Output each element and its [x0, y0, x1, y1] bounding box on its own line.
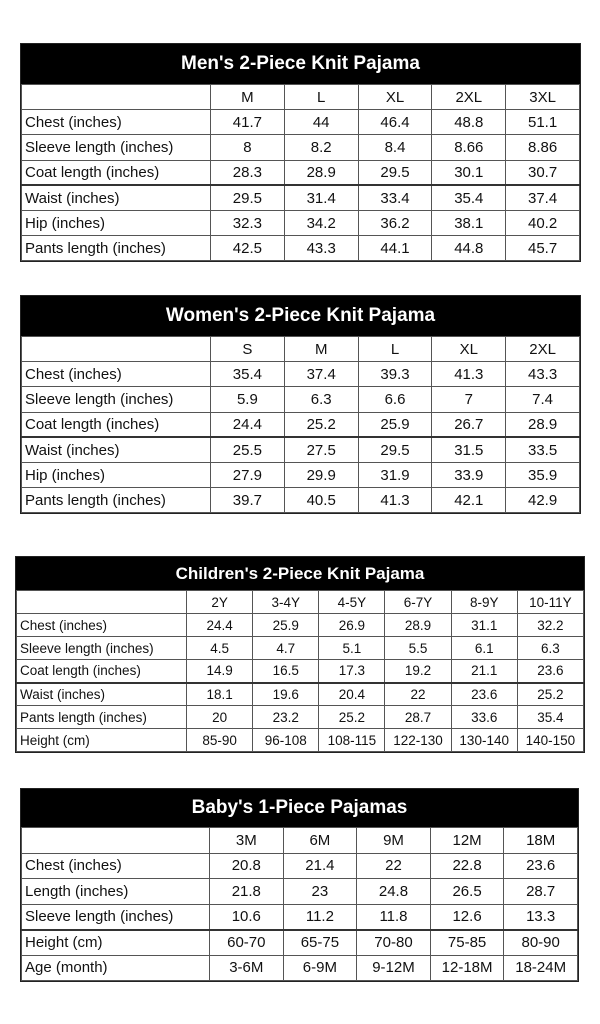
measurement-value: 25.5 — [211, 437, 285, 462]
measurement-value: 9-12M — [357, 955, 431, 981]
measurement-value: 23.6 — [504, 853, 578, 879]
measurement-value: 26.9 — [319, 614, 385, 637]
measurement-value: 6.3 — [517, 637, 583, 660]
table-row — [22, 930, 578, 956]
measurement-value: 42.9 — [506, 488, 580, 513]
measurement-value: 20.8 — [210, 853, 284, 879]
size-header-cell: 2XL — [506, 337, 580, 362]
measurement-value: 12-18M — [430, 955, 504, 981]
measurement-value: 30.1 — [432, 160, 506, 185]
baby-size-chart — [20, 788, 579, 982]
measurement-label: Sleeve length (inches) — [22, 904, 210, 930]
measurement-value: 16.5 — [253, 660, 319, 683]
size-header-cell: L — [284, 85, 358, 110]
size-header-cell: 8-9Y — [451, 591, 517, 614]
measurement-value: 5.5 — [385, 637, 451, 660]
size-table — [21, 336, 580, 513]
measurement-label: Chest (inches) — [22, 110, 211, 135]
measurement-label: Pants length (inches) — [22, 488, 211, 513]
measurement-label: Waist (inches) — [22, 437, 211, 462]
table-row — [22, 210, 580, 235]
measurement-label: Waist (inches) — [22, 185, 211, 210]
measurement-value: 31.1 — [451, 614, 517, 637]
measurement-label: Height (cm) — [17, 729, 187, 752]
measurement-value: 8.4 — [358, 135, 432, 160]
measurement-value: 28.9 — [506, 412, 580, 437]
table-row — [17, 660, 584, 683]
measurement-value: 24.8 — [357, 879, 431, 905]
measurement-value: 85-90 — [187, 729, 253, 752]
header-corner-cell — [22, 828, 210, 854]
table-row — [22, 110, 580, 135]
size-table — [21, 827, 578, 981]
chart-title: Children's 2-Piece Knit Pajama — [16, 557, 584, 590]
size-header-cell: 3-4Y — [253, 591, 319, 614]
measurement-value: 37.4 — [506, 185, 580, 210]
measurement-value: 34.2 — [284, 210, 358, 235]
measurement-value: 35.4 — [517, 706, 583, 729]
measurement-value: 6.3 — [284, 387, 358, 412]
measurement-label: Hip (inches) — [22, 210, 211, 235]
measurement-value: 4.7 — [253, 637, 319, 660]
measurement-label: Coat length (inches) — [22, 160, 211, 185]
header-corner-cell — [17, 591, 187, 614]
childrens-size-chart — [15, 556, 585, 753]
measurement-value: 21.1 — [451, 660, 517, 683]
measurement-value: 31.5 — [432, 437, 506, 462]
measurement-value: 33.6 — [451, 706, 517, 729]
measurement-value: 33.5 — [506, 437, 580, 462]
measurement-value: 45.7 — [506, 236, 580, 261]
measurement-value: 27.9 — [211, 462, 285, 487]
measurement-value: 36.2 — [358, 210, 432, 235]
measurement-value: 70-80 — [357, 930, 431, 956]
measurement-value: 18.1 — [187, 683, 253, 706]
measurement-value: 42.5 — [211, 236, 285, 261]
measurement-value: 28.7 — [385, 706, 451, 729]
measurement-value: 22 — [357, 853, 431, 879]
measurement-value: 32.3 — [211, 210, 285, 235]
measurement-label: Coat length (inches) — [22, 412, 211, 437]
measurement-value: 41.7 — [211, 110, 285, 135]
measurement-value: 14.9 — [187, 660, 253, 683]
size-header-row — [17, 591, 584, 614]
measurement-value: 22 — [385, 683, 451, 706]
measurement-value: 27.5 — [284, 437, 358, 462]
measurement-value: 41.3 — [358, 488, 432, 513]
table-row — [22, 879, 578, 905]
table-row — [22, 387, 580, 412]
measurement-value: 37.4 — [284, 362, 358, 387]
measurement-value: 19.2 — [385, 660, 451, 683]
size-header-cell: 2XL — [432, 85, 506, 110]
measurement-value: 10.6 — [210, 904, 284, 930]
table-row — [22, 437, 580, 462]
measurement-value: 41.3 — [432, 362, 506, 387]
size-header-cell: S — [211, 337, 285, 362]
measurement-label: Age (month) — [22, 955, 210, 981]
chart-title: Baby's 1-Piece Pajamas — [21, 789, 578, 827]
measurement-value: 11.8 — [357, 904, 431, 930]
size-header-cell: 9M — [357, 828, 431, 854]
table-row — [22, 135, 580, 160]
size-header-row — [22, 828, 578, 854]
measurement-value: 22.8 — [430, 853, 504, 879]
measurement-value: 8.86 — [506, 135, 580, 160]
table-row — [22, 904, 578, 930]
table-row — [22, 955, 578, 981]
measurement-value: 28.9 — [284, 160, 358, 185]
measurement-value: 6.6 — [358, 387, 432, 412]
header-corner-cell — [22, 337, 211, 362]
measurement-value: 35.9 — [506, 462, 580, 487]
measurement-value: 11.2 — [283, 904, 357, 930]
measurement-value: 23 — [283, 879, 357, 905]
measurement-value: 29.5 — [211, 185, 285, 210]
measurement-value: 5.9 — [211, 387, 285, 412]
measurement-value: 130-140 — [451, 729, 517, 752]
measurement-value: 25.9 — [358, 412, 432, 437]
measurement-value: 26.5 — [430, 879, 504, 905]
size-header-cell: 3XL — [506, 85, 580, 110]
measurement-value: 46.4 — [358, 110, 432, 135]
measurement-value: 18-24M — [504, 955, 578, 981]
measurement-value: 21.4 — [283, 853, 357, 879]
measurement-value: 43.3 — [284, 236, 358, 261]
measurement-value: 4.5 — [187, 637, 253, 660]
measurement-value: 43.3 — [506, 362, 580, 387]
measurement-value: 75-85 — [430, 930, 504, 956]
measurement-value: 30.7 — [506, 160, 580, 185]
measurement-value: 23.6 — [451, 683, 517, 706]
measurement-label: Hip (inches) — [22, 462, 211, 487]
size-header-cell: XL — [358, 85, 432, 110]
measurement-value: 65-75 — [283, 930, 357, 956]
measurement-value: 19.6 — [253, 683, 319, 706]
measurement-label: Coat length (inches) — [17, 660, 187, 683]
measurement-label: Pants length (inches) — [22, 236, 211, 261]
size-table — [16, 590, 584, 752]
measurement-value: 51.1 — [506, 110, 580, 135]
size-header-cell: 6M — [283, 828, 357, 854]
measurement-value: 7.4 — [506, 387, 580, 412]
measurement-value: 28.3 — [211, 160, 285, 185]
measurement-value: 31.4 — [284, 185, 358, 210]
measurement-value: 6.1 — [451, 637, 517, 660]
table-row — [22, 236, 580, 261]
measurement-value: 13.3 — [504, 904, 578, 930]
measurement-label: Sleeve length (inches) — [22, 135, 211, 160]
measurement-value: 28.9 — [385, 614, 451, 637]
size-header-cell: 18M — [504, 828, 578, 854]
table-row — [22, 462, 580, 487]
measurement-value: 39.7 — [211, 488, 285, 513]
measurement-value: 25.2 — [517, 683, 583, 706]
womens-size-chart — [20, 295, 581, 514]
measurement-value: 32.2 — [517, 614, 583, 637]
measurement-label: Sleeve length (inches) — [22, 387, 211, 412]
measurement-value: 80-90 — [504, 930, 578, 956]
table-row — [17, 706, 584, 729]
measurement-value: 5.1 — [319, 637, 385, 660]
size-header-cell: 12M — [430, 828, 504, 854]
table-row — [17, 614, 584, 637]
measurement-value: 33.4 — [358, 185, 432, 210]
measurement-value: 40.2 — [506, 210, 580, 235]
chart-title: Men's 2-Piece Knit Pajama — [21, 44, 580, 84]
measurement-value: 8.66 — [432, 135, 506, 160]
size-header-cell: 3M — [210, 828, 284, 854]
size-header-cell: XL — [432, 337, 506, 362]
measurement-value: 25.2 — [319, 706, 385, 729]
measurement-value: 21.8 — [210, 879, 284, 905]
measurement-value: 29.5 — [358, 160, 432, 185]
measurement-value: 44 — [284, 110, 358, 135]
table-row — [17, 729, 584, 752]
size-header-cell: M — [211, 85, 285, 110]
measurement-label: Height (cm) — [22, 930, 210, 956]
table-row — [22, 853, 578, 879]
measurement-value: 26.7 — [432, 412, 506, 437]
measurement-value: 31.9 — [358, 462, 432, 487]
measurement-value: 20.4 — [319, 683, 385, 706]
measurement-value: 44.8 — [432, 236, 506, 261]
measurement-value: 44.1 — [358, 236, 432, 261]
mens-size-chart — [20, 43, 581, 262]
measurement-label: Waist (inches) — [17, 683, 187, 706]
measurement-value: 60-70 — [210, 930, 284, 956]
table-row — [22, 185, 580, 210]
table-row — [22, 412, 580, 437]
measurement-value: 29.5 — [358, 437, 432, 462]
measurement-value: 7 — [432, 387, 506, 412]
table-row — [17, 637, 584, 660]
measurement-label: Length (inches) — [22, 879, 210, 905]
measurement-label: Pants length (inches) — [17, 706, 187, 729]
measurement-value: 108-115 — [319, 729, 385, 752]
size-header-cell: L — [358, 337, 432, 362]
table-row — [22, 488, 580, 513]
measurement-value: 29.9 — [284, 462, 358, 487]
measurement-value: 25.9 — [253, 614, 319, 637]
measurement-value: 3-6M — [210, 955, 284, 981]
measurement-value: 25.2 — [284, 412, 358, 437]
measurement-value: 42.1 — [432, 488, 506, 513]
table-row — [22, 362, 580, 387]
measurement-value: 35.4 — [211, 362, 285, 387]
measurement-value: 8 — [211, 135, 285, 160]
size-table — [21, 84, 580, 261]
measurement-value: 17.3 — [319, 660, 385, 683]
measurement-value: 20 — [187, 706, 253, 729]
size-header-cell: 2Y — [187, 591, 253, 614]
size-header-cell: 10-11Y — [517, 591, 583, 614]
size-header-row — [22, 85, 580, 110]
chart-title: Women's 2-Piece Knit Pajama — [21, 296, 580, 336]
measurement-value: 24.4 — [187, 614, 253, 637]
measurement-label: Chest (inches) — [22, 853, 210, 879]
measurement-value: 6-9M — [283, 955, 357, 981]
size-header-cell: 4-5Y — [319, 591, 385, 614]
measurement-value: 12.6 — [430, 904, 504, 930]
measurement-value: 39.3 — [358, 362, 432, 387]
measurement-label: Chest (inches) — [17, 614, 187, 637]
measurement-value: 23.2 — [253, 706, 319, 729]
measurement-label: Sleeve length (inches) — [17, 637, 187, 660]
measurement-label: Chest (inches) — [22, 362, 211, 387]
header-corner-cell — [22, 85, 211, 110]
measurement-value: 35.4 — [432, 185, 506, 210]
measurement-value: 38.1 — [432, 210, 506, 235]
size-header-row — [22, 337, 580, 362]
measurement-value: 122-130 — [385, 729, 451, 752]
measurement-value: 40.5 — [284, 488, 358, 513]
measurement-value: 23.6 — [517, 660, 583, 683]
measurement-value: 48.8 — [432, 110, 506, 135]
measurement-value: 33.9 — [432, 462, 506, 487]
measurement-value: 24.4 — [211, 412, 285, 437]
measurement-value: 8.2 — [284, 135, 358, 160]
measurement-value: 96-108 — [253, 729, 319, 752]
table-row — [17, 683, 584, 706]
table-row — [22, 160, 580, 185]
size-header-cell: M — [284, 337, 358, 362]
measurement-value: 28.7 — [504, 879, 578, 905]
size-header-cell: 6-7Y — [385, 591, 451, 614]
measurement-value: 140-150 — [517, 729, 583, 752]
